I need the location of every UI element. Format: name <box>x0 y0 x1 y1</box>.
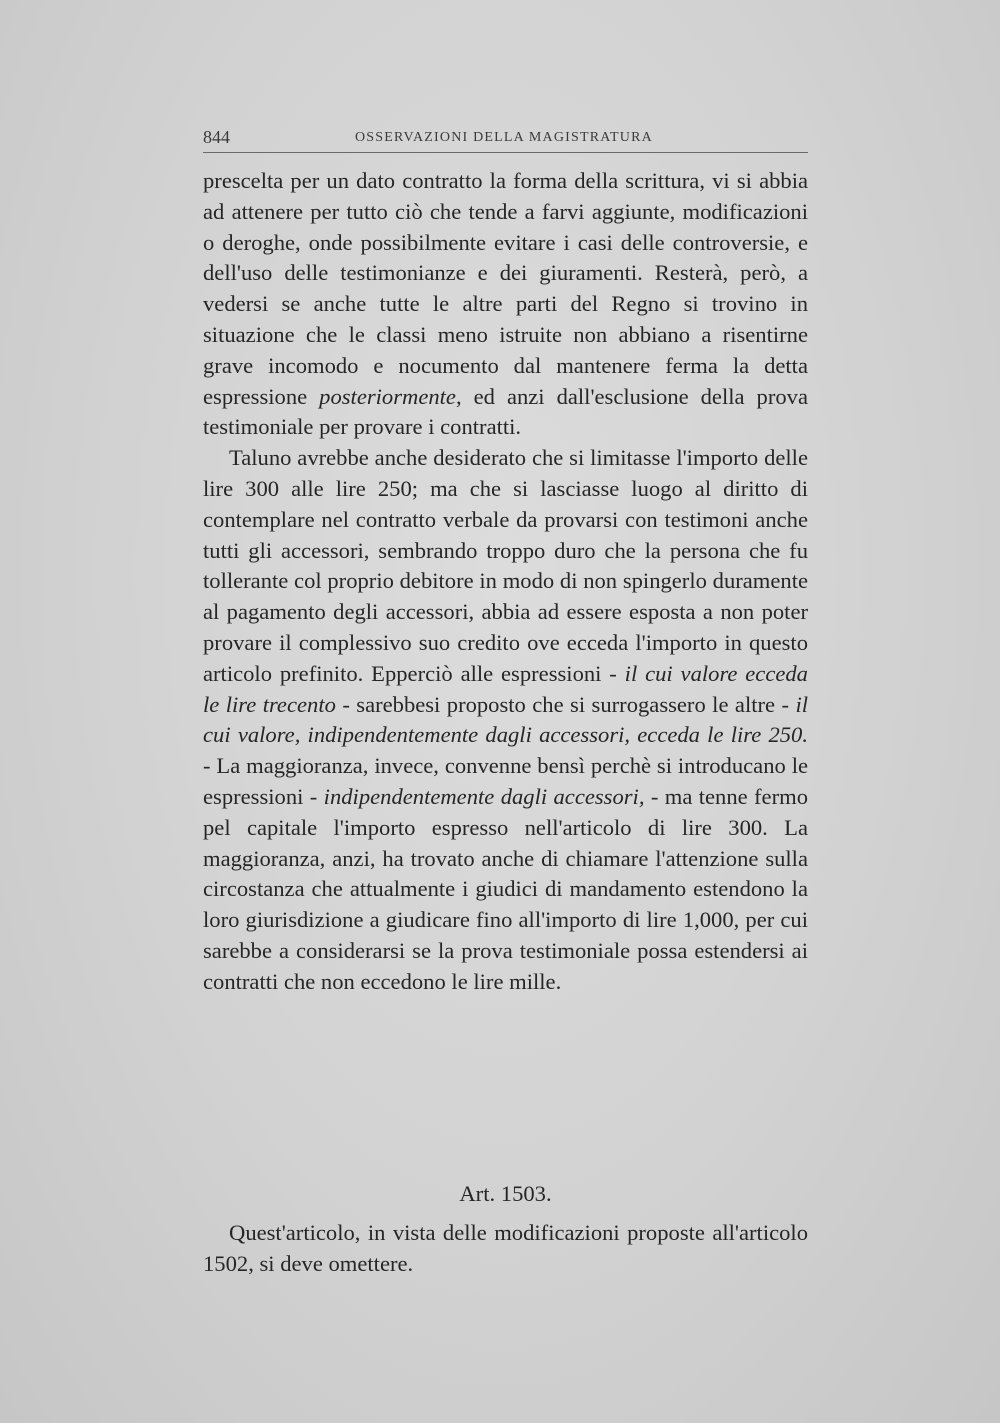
page-header <box>203 127 808 151</box>
body-text <box>203 166 808 998</box>
paragraph-2-italic-d: il cui valore, indipendentemente dagli accessori, ecceda le lire 250. <box>203 691 808 748</box>
article-text: Quest'articolo, in vista delle modificazioni proposte all'articolo 1502, si deve omettere. <box>203 1220 808 1276</box>
paragraph-2-italic-b: il cui valore ecceda le lire trecento <box>203 660 808 717</box>
paragraph-1-text-a: prescelta per un dato contratto la forma della scrittura, vi si abbia ad attenere per tutto ciò che tende a farvi aggiunte, modificazioni o deroghe, onde possibilmente evitare i casi delle controversie, e dell'uso delle testimonianze e dei giuramenti. Resterà, però, a vedersi se anche tutte le altre parti del Regno si trovino in situazione che le classi meno istruite non abbiano a risentirne grave incomodo e nocumento dal mantenere ferma la detta espressione <box>203 168 808 409</box>
paragraph-2-text-c: - sarebbesi proposto che si surrogassero le altre - <box>335 691 796 717</box>
paragraph-2 <box>203 443 808 997</box>
page-number: 844 <box>203 127 230 147</box>
paragraph-1-italic: posteriormente <box>319 383 456 409</box>
paragraph-1 <box>203 166 808 443</box>
article-heading: Art. 1503. <box>459 1181 552 1206</box>
paragraph-1-text-c: , ed anzi dall'esclusione della prova testimoniale per provare i contratti. <box>203 383 808 440</box>
running-head: OSSERVAZIONI DELLA MAGISTRATURA <box>355 130 653 145</box>
paragraph-2-text-e: - La maggioranza, invece, convenne bensì perchè si introducano le espressioni - <box>203 753 808 809</box>
paragraph-2-text-g: - ma tenne fermo pel capitale l'importo espresso nell'articolo di lire 300. La maggioranza, anzi, ha trovato anche di chiamare l'attenzione sulla circostanza che attualmente i giudici di mandamento estendono la loro giurisdizione a giudicare fino all'importo di lire 1,000, per cui sarebbe a considerarsi se la prova testimoniale possa estendersi ai contratti che non eccedono le lire mille. <box>203 783 808 994</box>
header-rule <box>203 152 808 153</box>
paragraph-2-italic-f: indipendentemente dagli accessori, <box>323 783 645 809</box>
paragraph-2-text-a: Taluno avrebbe anche desiderato che si limitasse l'importo delle lire 300 alle lire 250; ma che si lasciasse luogo al diritto di contemplare nel contratto verbale da provarsi con testimoni anche tutti gli accessori, sembrando troppo duro che la persona che fu tollerante col proprio debitore in modo di non spingerlo duramente al pagamento degli accessori, abbia ad essere esposta a non poter provare il complessivo suo credito ove ecceda l'importo in questo articolo prefinito. Epperciò alle espressioni - <box>203 445 808 686</box>
